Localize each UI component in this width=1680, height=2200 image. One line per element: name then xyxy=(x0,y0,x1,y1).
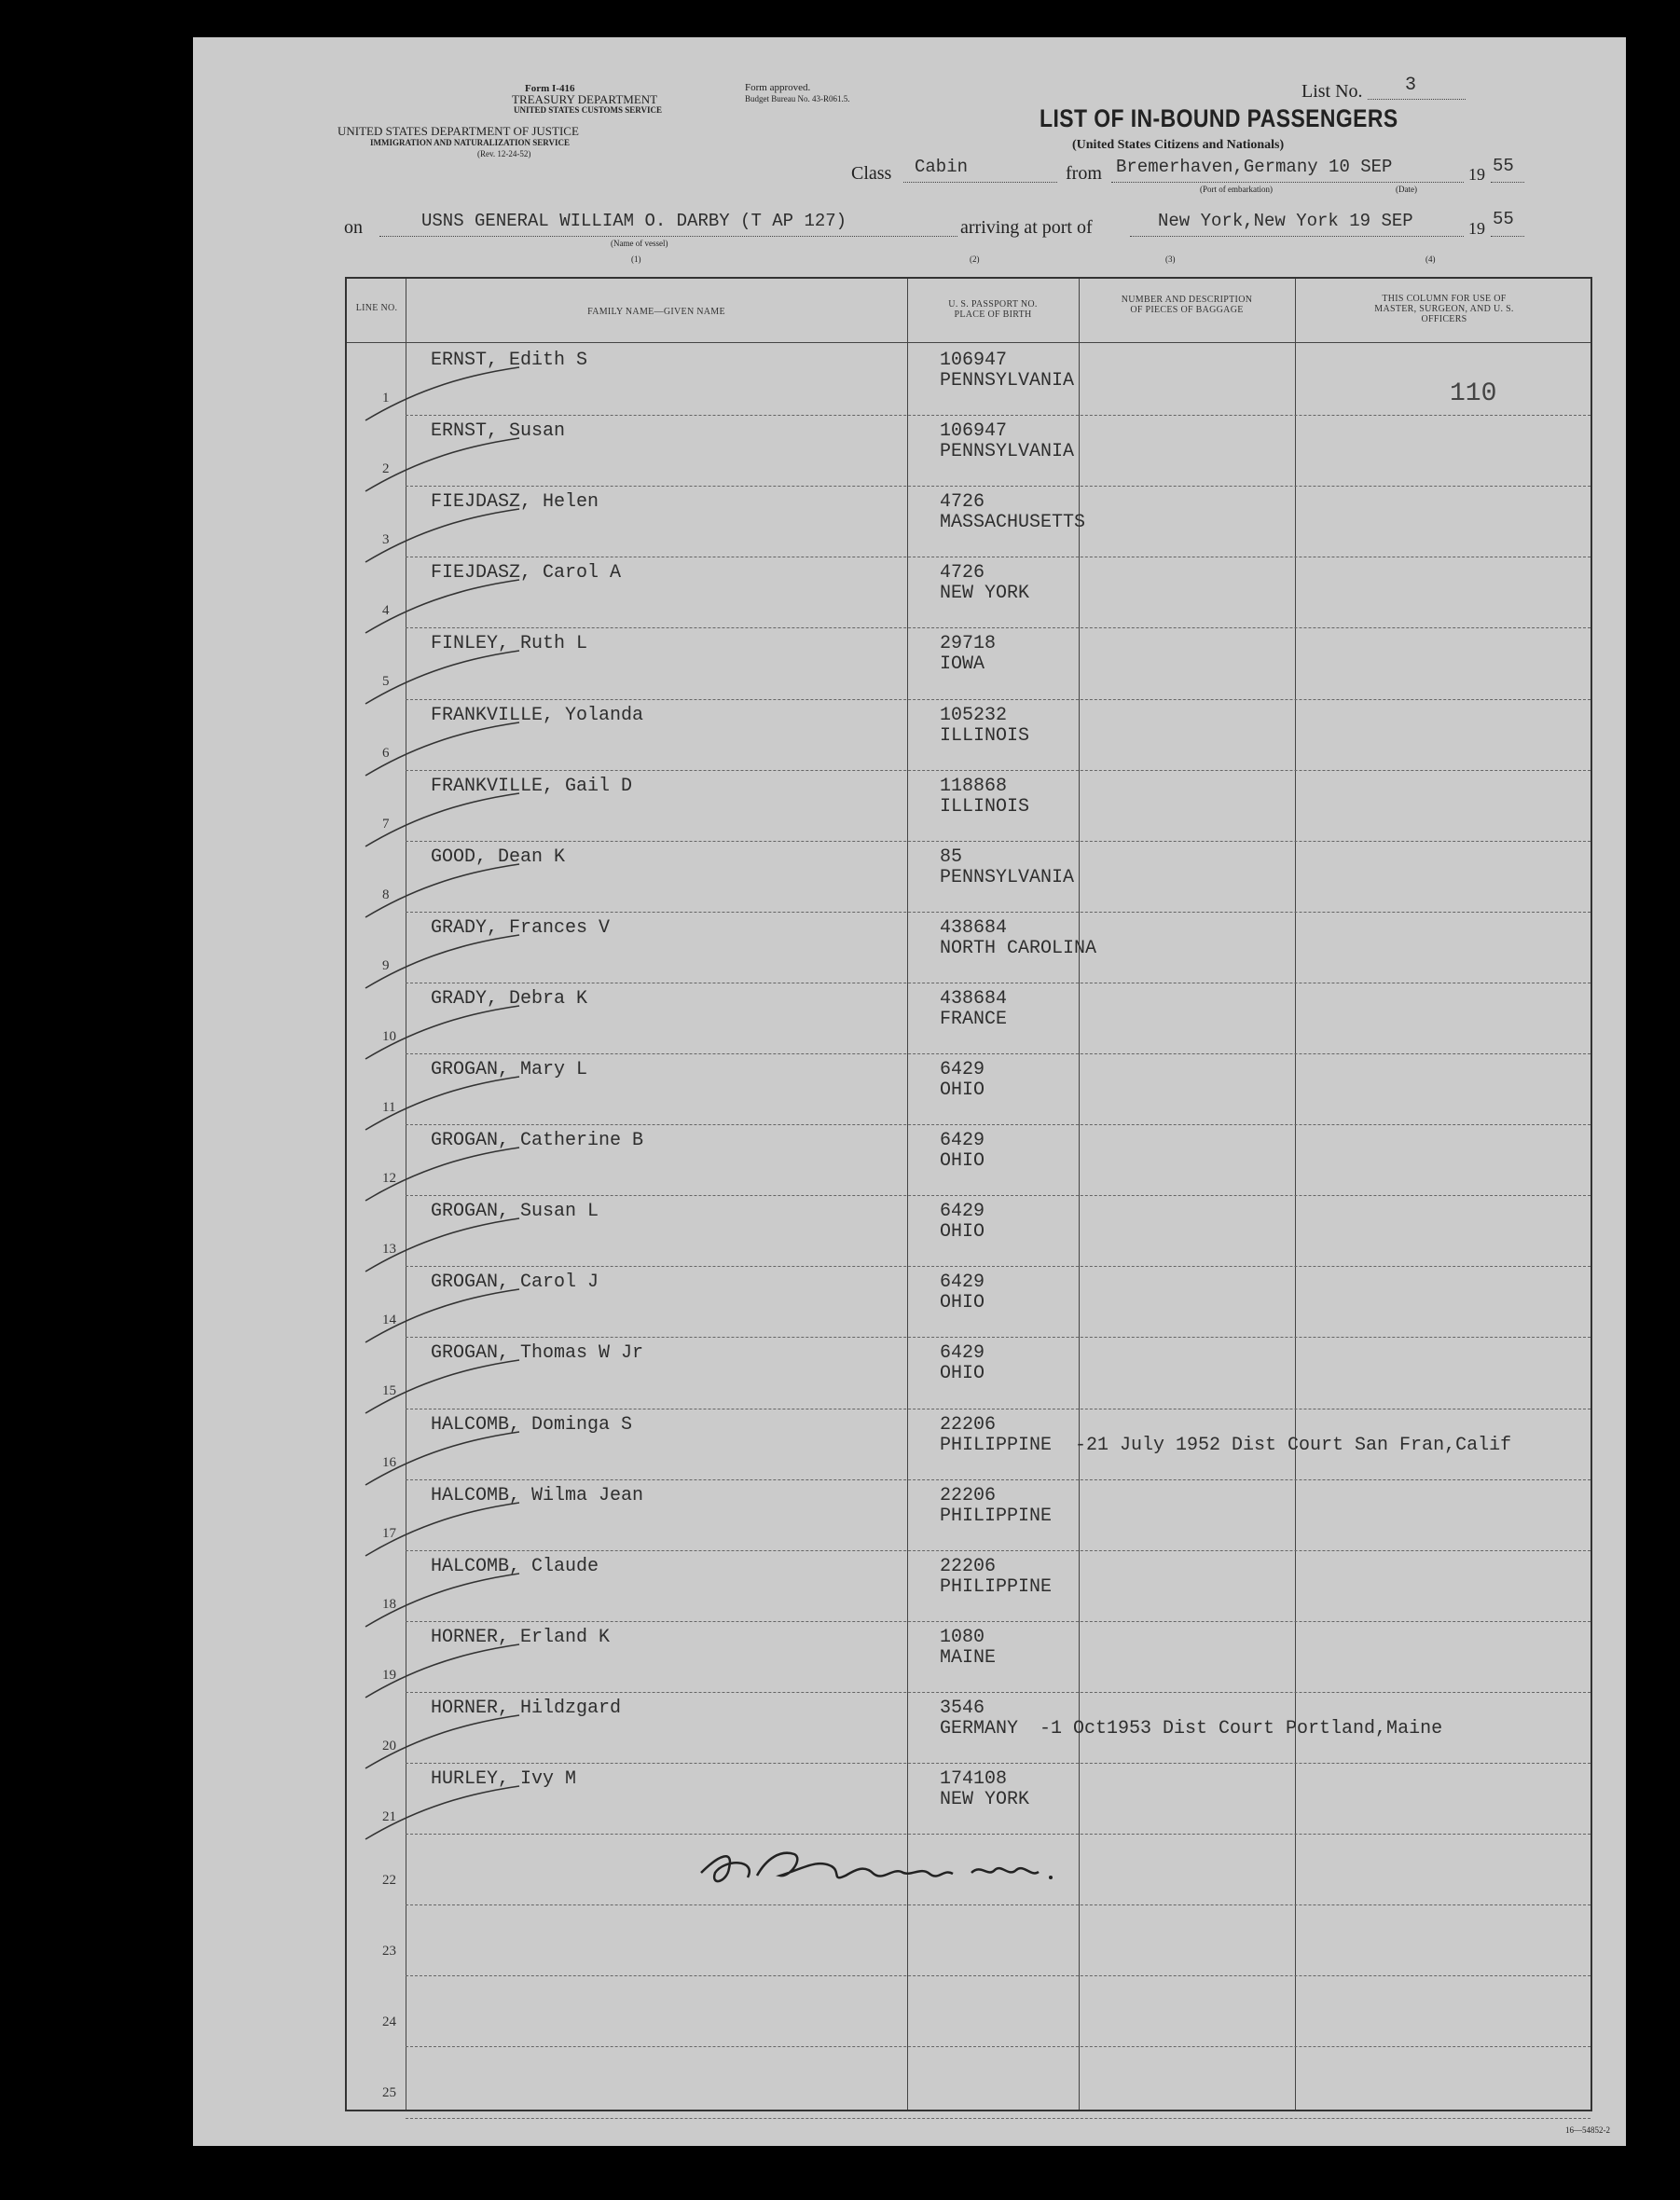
passport-number: 6429 xyxy=(940,1130,985,1152)
line-number: 19 xyxy=(382,1667,396,1683)
row-separator xyxy=(406,2118,1590,2119)
class-value: Cabin xyxy=(915,157,969,177)
header-line-no: LINE NO. xyxy=(355,303,398,313)
arriving-label: arriving at port of xyxy=(960,217,1093,238)
line-number: 23 xyxy=(382,1944,396,1959)
arrival-year: 55 xyxy=(1493,209,1514,229)
check-mark xyxy=(351,363,529,428)
list-no-label: List No. xyxy=(1301,81,1363,102)
passenger-name: HORNER, Erland K xyxy=(431,1626,611,1648)
line-number: 9 xyxy=(382,957,390,973)
row-separator xyxy=(406,1053,1590,1054)
budget-bureau: Budget Bureau No. 43-R061.5. xyxy=(745,94,850,103)
passenger-name: HALCOMB, Dominga S xyxy=(431,1413,633,1436)
place-of-birth: PHILIPPINE xyxy=(940,1434,1053,1456)
passenger-table xyxy=(345,277,1592,2111)
check-mark xyxy=(351,1072,529,1137)
column-4-number: (4) xyxy=(1425,254,1436,264)
check-mark xyxy=(351,718,529,783)
passenger-name: GROGAN, Susan L xyxy=(431,1201,599,1223)
place-of-birth: NEW YORK xyxy=(940,583,1030,605)
officer-annotation: 110 xyxy=(1450,379,1497,408)
passport-number: 118868 xyxy=(940,775,1008,797)
place-of-birth: OHIO xyxy=(940,1221,985,1244)
passenger-name: FIEJDASZ, Helen xyxy=(431,491,599,514)
passport-number: 22206 xyxy=(940,1413,997,1436)
line-number: 7 xyxy=(382,816,390,832)
check-mark xyxy=(351,646,529,711)
row-separator xyxy=(406,1124,1590,1125)
passenger-name: FIEJDASZ, Carol A xyxy=(431,562,622,584)
row-separator xyxy=(406,770,1590,771)
master-signature xyxy=(692,1831,1065,1905)
passenger-name: GRADY, Frances V xyxy=(431,916,611,939)
check-mark xyxy=(351,1427,529,1492)
ins-label: IMMIGRATION AND NATURALIZATION SERVICE xyxy=(370,138,570,147)
justice-department: UNITED STATES DEPARTMENT OF JUSTICE xyxy=(337,124,579,138)
row-separator xyxy=(406,1266,1590,1267)
year-prefix-2: 19 xyxy=(1468,219,1485,238)
row-separator xyxy=(406,1337,1590,1338)
place-of-birth: GERMANY xyxy=(940,1717,1019,1739)
place-of-birth: PENNSYLVANIA xyxy=(940,441,1075,463)
passport-number: 4726 xyxy=(940,562,985,584)
passport-number: 1080 xyxy=(940,1626,985,1648)
passenger-name: HORNER, Hildzgard xyxy=(431,1697,622,1719)
row-separator xyxy=(406,699,1590,700)
passport-number: 105232 xyxy=(940,704,1008,726)
header-passport: U. S. PASSPORT NO. PLACE OF BIRTH xyxy=(948,299,1038,320)
vessel-caption: (Name of vessel) xyxy=(611,239,668,248)
line-number: 1 xyxy=(382,391,390,406)
list-no: 3 xyxy=(1405,75,1417,96)
line-number: 22 xyxy=(382,1873,396,1889)
check-mark xyxy=(351,1781,529,1847)
line-number: 17 xyxy=(382,1525,396,1541)
passenger-name: HALCOMB, Claude xyxy=(431,1555,599,1577)
place-of-birth: OHIO xyxy=(940,1292,985,1314)
footer-code: 16—54852-2 xyxy=(1565,2125,1610,2135)
naturalization-note: -21 July 1952 Dist Court San Fran,Calif xyxy=(1075,1434,1512,1456)
check-mark xyxy=(351,575,529,640)
place-of-birth: OHIO xyxy=(940,1079,985,1101)
line-number: 10 xyxy=(382,1028,396,1044)
passport-number: 6429 xyxy=(940,1059,985,1080)
check-mark xyxy=(351,1640,529,1705)
check-mark xyxy=(351,789,529,854)
passenger-name: GROGAN, Catherine B xyxy=(431,1130,644,1152)
line-number: 24 xyxy=(382,2014,396,2030)
place-of-birth: PHILIPPINE xyxy=(940,1575,1053,1598)
passenger-name: GOOD, Dean K xyxy=(431,846,566,868)
form-number: Form I-416 xyxy=(525,83,575,94)
manifest-page xyxy=(193,37,1626,2146)
date-caption: (Date) xyxy=(1396,185,1417,194)
header-name: FAMILY NAME—GIVEN NAME xyxy=(587,307,725,317)
passenger-name: FINLEY, Ruth L xyxy=(431,633,588,655)
passport-number: 438684 xyxy=(940,916,1008,939)
passport-number: 106947 xyxy=(940,420,1008,443)
row-separator xyxy=(406,1763,1590,1764)
row-separator xyxy=(406,841,1590,842)
check-mark xyxy=(351,930,529,996)
place-of-birth: ILLINOIS xyxy=(940,795,1030,818)
line-number: 6 xyxy=(382,745,390,761)
passenger-name: FRANKVILLE, Yolanda xyxy=(431,704,644,726)
vessel-name: USNS GENERAL WILLIAM O. DARBY (T AP 127) xyxy=(421,211,847,231)
row-separator xyxy=(406,912,1590,913)
passenger-name: HURLEY, Ivy M xyxy=(431,1768,577,1790)
place-of-birth: NEW YORK xyxy=(940,1789,1030,1810)
form-approved: Form approved. xyxy=(745,82,811,93)
naturalization-note: -1 Oct1953 Dist Court Portland,Maine xyxy=(1040,1717,1443,1739)
passport-number: 106947 xyxy=(940,350,1008,371)
revision: (Rev. 12-24-52) xyxy=(477,149,531,158)
check-mark xyxy=(351,859,529,925)
header-officers: THIS COLUMN FOR USE OF MASTER, SURGEON, AND U. S. OFFICERS xyxy=(1374,294,1514,324)
place-of-birth: MASSACHUSETTS xyxy=(940,512,1086,534)
check-mark xyxy=(351,1711,529,1776)
row-separator xyxy=(406,1692,1590,1693)
page-subtitle: (United States Citizens and Nationals) xyxy=(1072,138,1285,152)
check-mark xyxy=(351,1214,529,1279)
line-number: 14 xyxy=(382,1313,396,1328)
passport-number: 22206 xyxy=(940,1484,997,1506)
passport-number: 3546 xyxy=(940,1697,985,1719)
passport-number: 29718 xyxy=(940,633,997,655)
class-label: Class xyxy=(851,163,892,184)
column-1-number: (1) xyxy=(631,254,641,264)
column-3-number: (3) xyxy=(1165,254,1176,264)
check-mark xyxy=(351,1285,529,1350)
row-separator xyxy=(406,1975,1590,1976)
row-separator xyxy=(406,1195,1590,1196)
check-mark xyxy=(351,1143,529,1208)
passenger-name: GROGAN, Mary L xyxy=(431,1059,588,1080)
passenger-name: GROGAN, Thomas W Jr xyxy=(431,1342,644,1365)
passport-number: 6429 xyxy=(940,1201,985,1223)
row-separator xyxy=(406,1621,1590,1622)
row-separator xyxy=(406,627,1590,628)
arrival-port-value: New York,New York 19 SEP xyxy=(1158,211,1413,231)
passport-number: 22206 xyxy=(940,1555,997,1577)
check-mark xyxy=(351,1569,529,1634)
line-number: 12 xyxy=(382,1171,396,1187)
line-number: 18 xyxy=(382,1596,396,1612)
place-of-birth: FRANCE xyxy=(940,1008,1008,1030)
line-number: 3 xyxy=(382,532,390,548)
treasury-department: TREASURY DEPARTMENT xyxy=(512,92,658,106)
line-number: 13 xyxy=(382,1242,396,1258)
embarkation-value: Bremerhaven,Germany 10 SEP xyxy=(1116,157,1393,177)
place-of-birth: ILLINOIS xyxy=(940,724,1030,747)
column-2-number: (2) xyxy=(970,254,980,264)
passenger-name: ERNST, Edith S xyxy=(431,350,588,371)
line-number: 25 xyxy=(382,2085,396,2101)
line-number: 4 xyxy=(382,603,390,619)
passport-number: 6429 xyxy=(940,1342,985,1365)
year-prefix: 19 xyxy=(1468,165,1485,184)
check-mark xyxy=(351,433,529,499)
passport-number: 85 xyxy=(940,846,963,868)
passenger-name: HALCOMB, Wilma Jean xyxy=(431,1484,644,1506)
embarkation-year: 55 xyxy=(1493,156,1514,176)
line-number: 16 xyxy=(382,1454,396,1470)
place-of-birth: PENNSYLVANIA xyxy=(940,866,1075,888)
place-of-birth: PENNSYLVANIA xyxy=(940,370,1075,392)
header-baggage: NUMBER AND DESCRIPTION OF PIECES OF BAGGAGE xyxy=(1121,295,1253,315)
passenger-name: GRADY, Debra K xyxy=(431,987,588,1010)
check-mark xyxy=(351,1001,529,1066)
passport-number: 438684 xyxy=(940,987,1008,1010)
passport-number: 174108 xyxy=(940,1768,1008,1790)
place-of-birth: PHILIPPINE xyxy=(940,1505,1053,1527)
row-separator xyxy=(406,415,1590,416)
line-number: 15 xyxy=(382,1383,396,1399)
passport-number: 6429 xyxy=(940,1272,985,1294)
from-label: from xyxy=(1066,163,1102,184)
customs-service: UNITED STATES CUSTOMS SERVICE xyxy=(514,105,662,115)
row-separator xyxy=(406,1479,1590,1480)
check-mark xyxy=(351,1498,529,1563)
passenger-name: ERNST, Susan xyxy=(431,420,566,443)
line-number: 20 xyxy=(382,1738,396,1753)
passport-number: 4726 xyxy=(940,491,985,514)
line-number: 5 xyxy=(382,674,390,690)
line-number: 21 xyxy=(382,1809,396,1824)
place-of-birth: MAINE xyxy=(940,1646,997,1669)
place-of-birth: OHIO xyxy=(940,1363,985,1385)
passenger-name: GROGAN, Carol J xyxy=(431,1272,599,1294)
row-separator xyxy=(406,1550,1590,1551)
port-embarkation-caption: (Port of embarkation) xyxy=(1200,185,1273,194)
line-number: 2 xyxy=(382,461,390,477)
line-number: 11 xyxy=(382,1100,396,1115)
check-mark xyxy=(351,1355,529,1421)
place-of-birth: NORTH CAROLINA xyxy=(940,937,1097,959)
page-title: LIST OF IN-BOUND PASSENGERS xyxy=(1040,104,1398,132)
row-separator xyxy=(406,2046,1590,2047)
passenger-name: FRANKVILLE, Gail D xyxy=(431,775,633,797)
check-mark xyxy=(351,504,529,570)
place-of-birth: IOWA xyxy=(940,653,985,676)
on-label: on xyxy=(344,217,363,238)
place-of-birth: OHIO xyxy=(940,1150,985,1173)
line-number: 8 xyxy=(382,887,390,902)
row-separator xyxy=(406,486,1590,487)
